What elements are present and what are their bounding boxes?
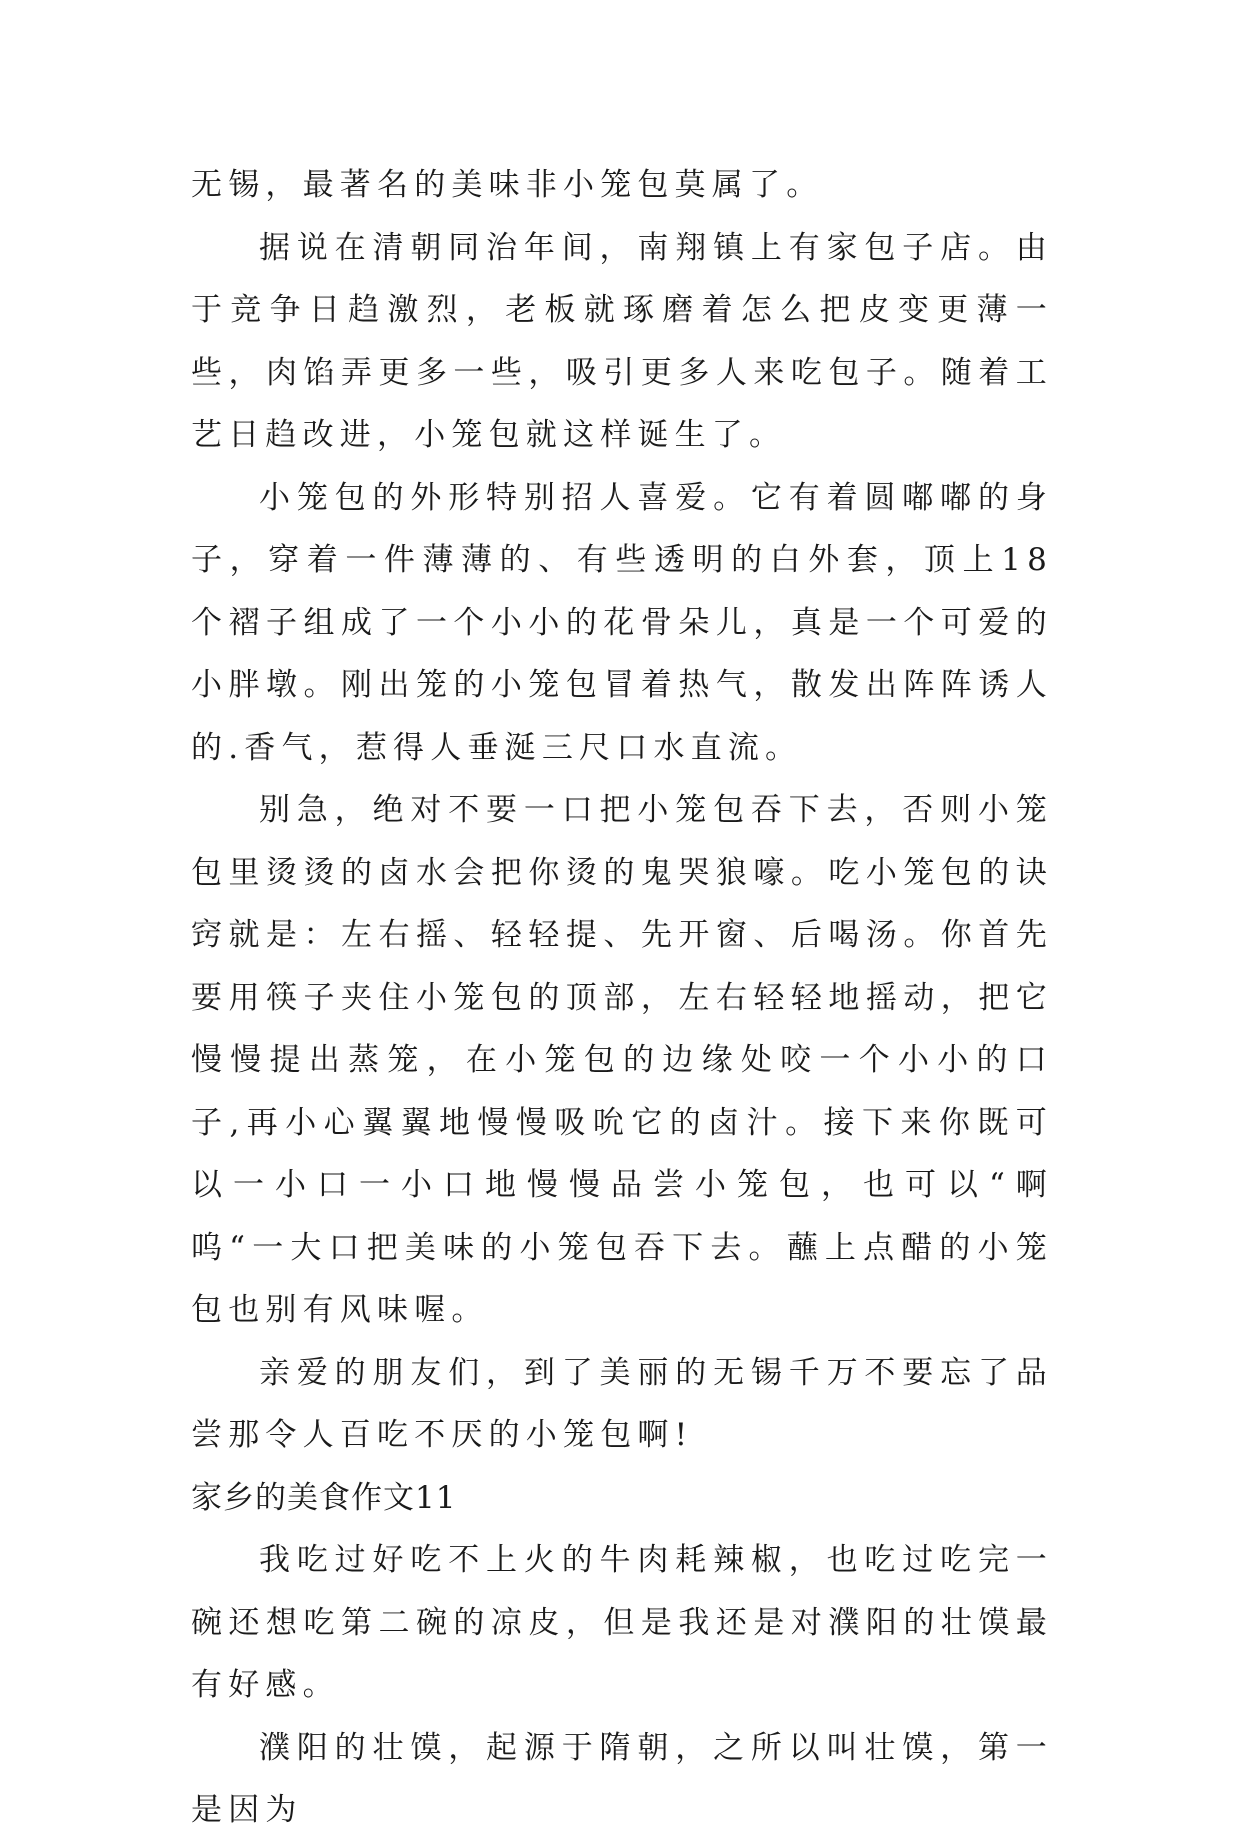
- paragraph: 无锡，最著名的美味非小笼包莫属了。: [191, 167, 824, 203]
- paragraph: 据说在清朝同治年间，南翔镇上有家包子店。由于竞争日趋激烈，老板就琢磨着怎么把皮变更薄一些，肉馅弄更多一些，吸引更多人来吃包子。随着工艺日趋改进，小笼包就这样诞生了。: [191, 229, 1053, 453]
- paragraph: 濮阳的壮馍，起源于隋朝，之所以叫壮馍，第一是因为: [191, 1729, 1053, 1828]
- document-page: [191, 154, 1053, 1842]
- paragraph: 小笼包的外形特别招人喜爱。它有着圆嘟嘟的身子，穿着一件薄薄的、有些透明的白外套，顶上18个褶子组成了一个小小的花骨朵儿，真是一个可爱的小胖墩。刚出笼的小笼包冒着热气，散发出阵阵诱人的.香气，惹得人垂涎三尺口水直流。: [191, 479, 1053, 766]
- section-heading: 家乡的美食作文11: [191, 1479, 457, 1516]
- paragraph: 我吃过好吃不上火的牛肉耗辣椒，也吃过吃完一碗还想吃第二碗的凉皮，但是我还是对濮阳的壮馍最有好感。: [191, 1542, 1053, 1703]
- paragraph: 亲爱的朋友们，到了美丽的无锡千万不要忘了品尝那令人百吃不厌的小笼包啊!: [191, 1354, 1053, 1453]
- paragraph: 别急，绝对不要一口把小笼包吞下去，否则小笼包里烫烫的卤水会把你烫的鬼哭狼嚎。吃小笼包的诀窍就是：左右摇、轻轻提、先开窗、后喝汤。你首先要用筷子夹住小笼包的顶部，左右轻轻地摇动，把它慢慢提出蒸笼，在小笼包的边缘处咬一个小小的口子,再小心翼翼地慢慢吸吮它的卤汁。接下来你既可以一小口一小口地慢慢品尝小笼包，也可以“啊呜“一大口把美味的小笼包吞下去。蘸上点醋的小笼包也别有风味喔。: [191, 792, 1053, 1328]
